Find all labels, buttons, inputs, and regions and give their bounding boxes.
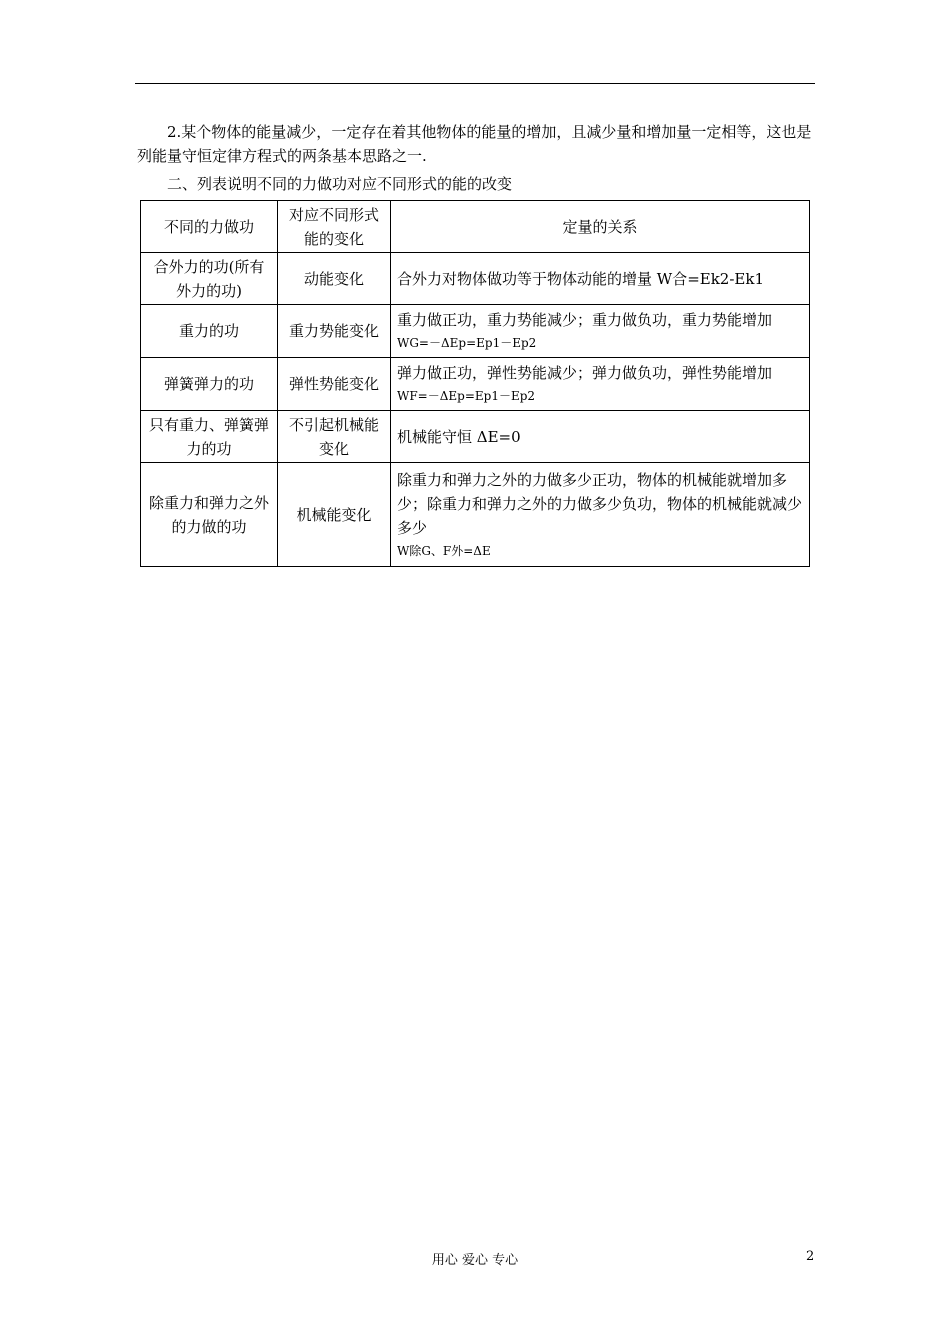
footer-slogan: 用心 爱心 专心 <box>431 1253 519 1268</box>
cell-energy: 动能变化 <box>278 253 391 305</box>
cell-force: 弹簧弹力的功 <box>141 358 278 411</box>
table-row <box>141 253 810 305</box>
cell-formula: WG=－ΔEp=Ep1－Ep2 <box>397 336 537 350</box>
table-row <box>141 358 810 411</box>
cell-relation: 除重力和弹力之外的力做多少正功，物体的机械能就增加多少；除重力和弹力之外的力做多少负功，物体的机械能就减少多少 <box>397 470 803 537</box>
table-row <box>141 411 810 463</box>
cell-relation: 重力做正功，重力势能减少；重力做负功，重力势能增加 <box>397 311 773 329</box>
cell-relation: 合外力对物体做功等于物体动能的增量 W合=Ek2-Ek1 <box>391 253 810 305</box>
cell-relation-group <box>391 463 810 567</box>
header-force-work: 不同的力做功 <box>141 201 278 253</box>
cell-energy: 重力势能变化 <box>278 305 391 358</box>
header-rule <box>135 83 815 84</box>
cell-force: 合外力的功(所有外力的功) <box>141 253 278 305</box>
cell-relation-group <box>391 305 810 358</box>
section-heading: 二、列表说明不同的力做功对应不同形式的能的改变 <box>167 175 513 193</box>
cell-force: 重力的功 <box>141 305 278 358</box>
cell-formula: WF=－ΔEp=Ep1－Ep2 <box>397 389 536 403</box>
cell-formula: W除G、F外=ΔE <box>397 543 491 558</box>
table-row <box>141 305 810 358</box>
header-energy-change: 对应不同形式能的变化 <box>278 201 391 253</box>
page-number: 2 <box>806 1249 815 1264</box>
cell-energy: 弹性势能变化 <box>278 358 391 411</box>
cell-energy: 不引起机械能变化 <box>278 411 391 463</box>
table-header-row <box>141 201 810 253</box>
cell-relation: 机械能守恒 ΔE=0 <box>391 411 810 463</box>
paragraph-energy-transfer: 2.某个物体的能量减少，一定存在着其他物体的能量的增加，且减少量和增加量一定相等，这也是列能量守恒定律方程式的两条基本思路之一. <box>137 123 812 165</box>
work-energy-table <box>140 200 810 567</box>
table-row <box>141 463 810 567</box>
cell-relation-group <box>391 358 810 411</box>
cell-relation: 弹力做正功，弹性势能减少；弹力做负功，弹性势能增加 <box>397 364 773 382</box>
cell-force: 除重力和弹力之外的力做的功 <box>141 463 278 567</box>
header-relation: 定量的关系 <box>391 201 810 253</box>
cell-energy: 机械能变化 <box>278 463 391 567</box>
cell-force: 只有重力、弹簧弹力的功 <box>141 411 278 463</box>
